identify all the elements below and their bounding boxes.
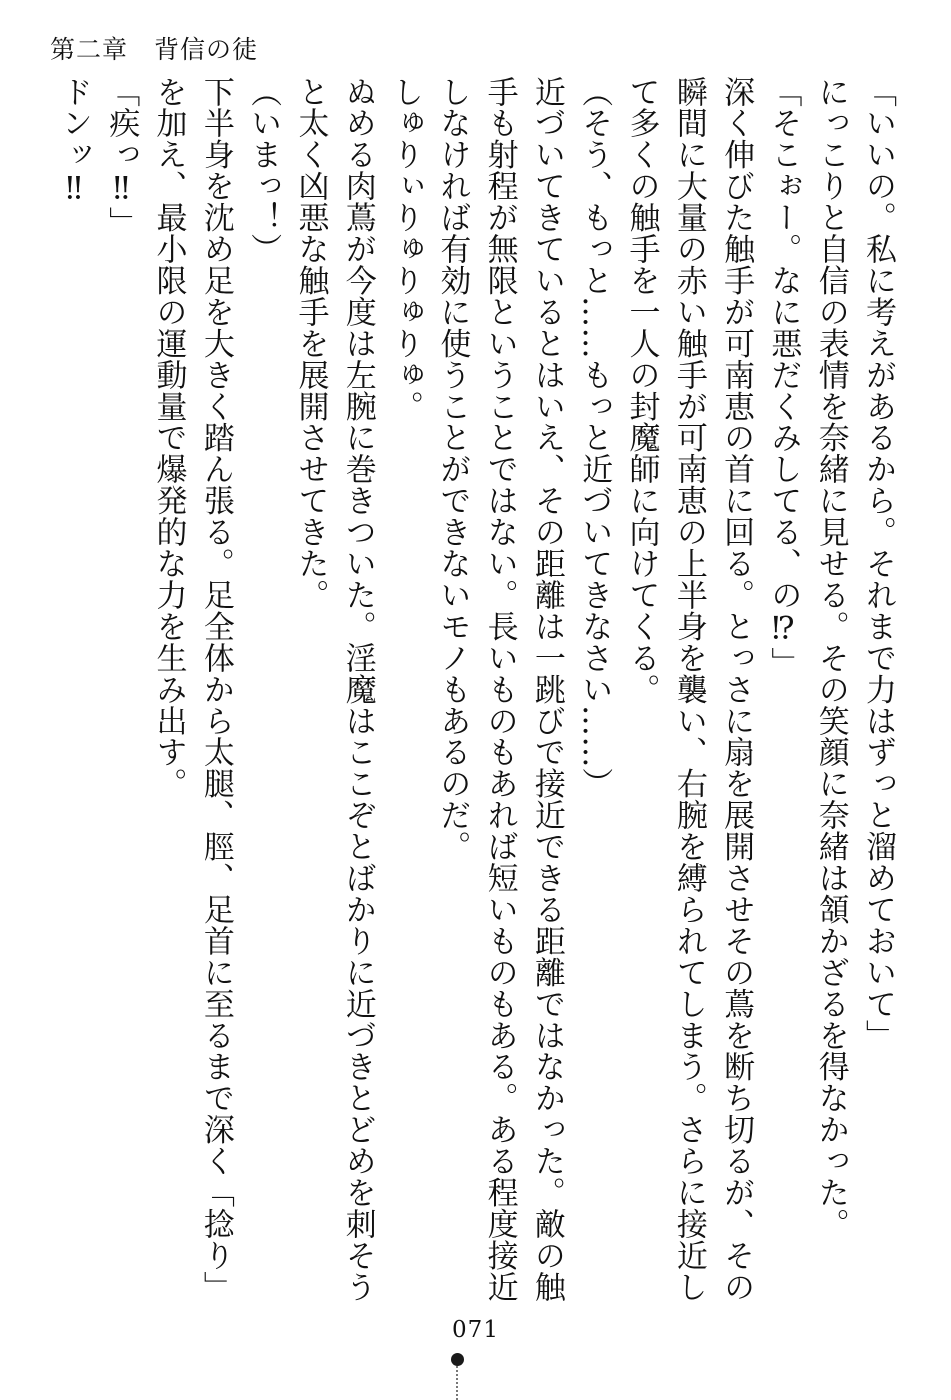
paragraph: 下半身を沈め足を大きく踏ん張る。足全体から太腿、脛、足首に至るまで深く「捻り」を加え、最小限の運動量で爆発的な力を生み出す。 <box>150 76 234 1303</box>
paragraph: 「いいの。私に考えがあるから。それまで力はずっと溜めておいて」 <box>860 76 896 1051</box>
chapter-title: 背信の徒 <box>154 35 259 64</box>
paragraph: しゅりぃりゅりゅりゅ。 <box>387 76 424 422</box>
paragraph: ドンッ‼ <box>55 76 92 207</box>
paragraph: （そう、もっと……もっと近づいてきなさい……） <box>576 76 613 800</box>
chapter-number: 第二章 <box>50 35 129 64</box>
paragraph: にっこりと自信の表情を奈緒に見せる。その笑顔に奈緒は頷かざるを得なかった。 <box>812 76 849 1240</box>
text-body <box>41 76 901 1326</box>
page-number: 071 <box>452 1317 499 1343</box>
folio-dotted-line <box>456 1366 458 1400</box>
paragraph: 「そこぉー。なに悪だくみしてる、の⁉」 <box>765 76 802 679</box>
paragraph: ぬめる肉蔦が今度は左腕に巻きついた。淫魔はここぞとばかりに近づきとどめを刺そうと太く凶悪な触手を展開させてきた。 <box>292 76 376 1303</box>
paragraph: 「疾っ‼」 <box>103 76 140 239</box>
paragraph: 近づいてきているとはいえ、その距離は一跳びで接近できる距離ではなかった。敵の触手も射程が無限ということではない。長いものもあれば短いものもある。ある程度接近しなければ有効に使うことができないモノもあるのだ。 <box>434 76 565 1303</box>
folio-dot-ornament <box>451 1353 464 1366</box>
running-head <box>50 30 258 66</box>
paragraph: 深く伸びた触手が可南恵の首に回る。とっさに扇を展開させその蔦を断ち切るが、その瞬間に大量の赤い触手が可南恵の上半身を襲い、右腕を縛られてしまう。さらに接近して多くの触手を一人の封魔師に向けてくる。 <box>623 76 755 1303</box>
paragraph: （いまっ！） <box>245 76 282 265</box>
